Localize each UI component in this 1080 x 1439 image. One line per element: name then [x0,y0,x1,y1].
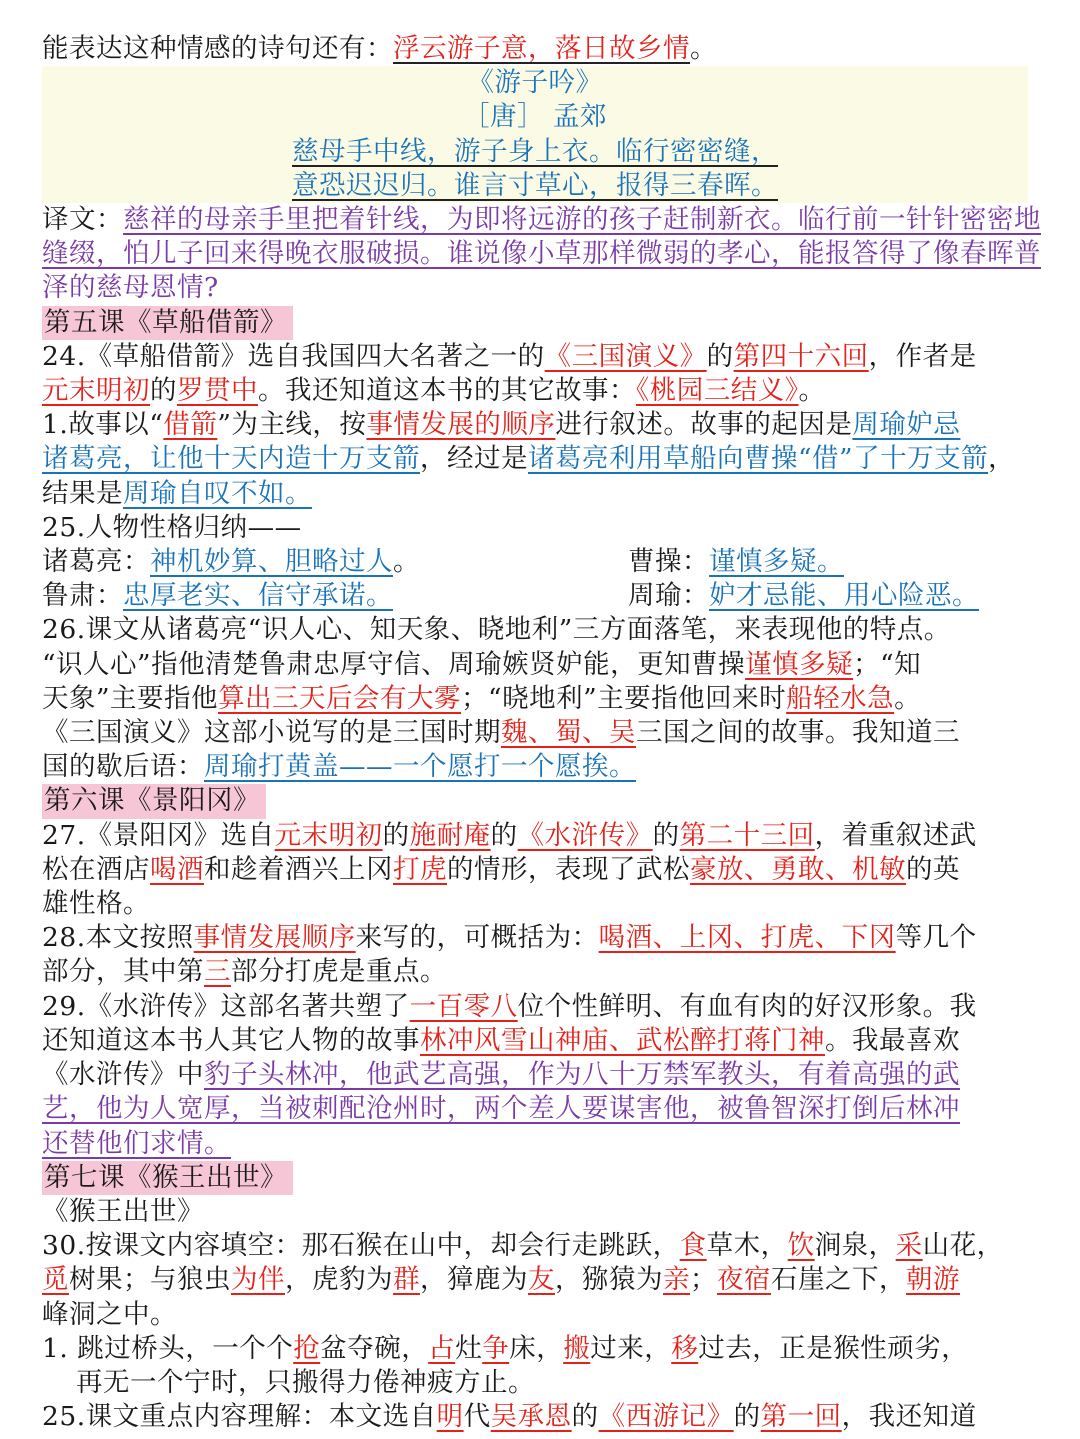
q30-line-2: 觅树果；与狼虫为伴，虎豹为群，獐鹿为友，猕猿为亲；夜宿石崖之下，朝游 [42,1264,960,1296]
text: 能表达这种情感的诗句还有： [42,33,393,64]
q25-row-1: 诸葛亮：神机妙算、胆略过人。 曹操：谨慎多疑。 [42,545,1028,579]
q25-caocao: 曹操：谨慎多疑。 [628,546,844,578]
q28-line-2: 部分，其中第三部分打虎是重点。 [42,956,447,988]
q25-title: 25.人物性格归纳—— [42,511,302,543]
translation-line-3: 泽的慈母恩情? [42,272,219,304]
lesson-5-heading: 第五课《草船借箭》 [42,306,1028,340]
q1-line-3: 结果是周瑜自叹不如。 [42,477,312,509]
q26-line-5: 国的歇后语：周瑜打黄盖——一个愿打一个愿挨。 [42,751,636,783]
poem-line-2: 意恐迟迟归。谁言寸草心，报得三春晖。 [292,169,778,201]
q29-line-2: 还知道这本书人其它人物的故事林冲风雪山神庙、武松醉打蒋门神。我最喜欢 [42,1024,960,1056]
q29-line-5: 还替他们求情。 [42,1127,231,1159]
q29-line-4: 艺，他为人宽厚，当被刺配沧州时，两个差人要谋害他，被鲁智深打倒后林冲 [42,1093,960,1125]
q26-line-2: “识人心”指他清楚鲁肃忠厚守信、周瑜嫉贤妒能，更知曹操谨慎多疑；“知 [42,648,922,680]
q26-line-4: 《三国演义》这部小说写的是三国时期魏、蜀、吴三国之间的故事。我知道三 [42,717,960,749]
q25b-line-1: 25.课文重点内容理解：本文选自明代吴承恩的《西游记》的第一回，我还知道 [42,1401,977,1433]
jump-line-2: 再无一个宁时，只搬得力倦神疲方止。 [76,1366,535,1398]
lesson-7-subtitle: 《猴王出世》 [42,1195,204,1227]
answer: 浮云游子意，落日故乡情 [393,33,690,64]
q24-line-1: 24.《草船借箭》选自我国四大名著之一的《三国演义》的第四十六回，作者是 [42,340,977,372]
q30-line-1: 30.按课文内容填空：那石猴在山中，却会行走跳跃，食草木，饮涧泉，采山花， [42,1230,1004,1262]
q27-line-3: 雄性格。 [42,888,150,920]
q30-line-3: 峰洞之中。 [42,1298,177,1330]
poem-block [42,66,1028,203]
q27-line-2: 松在酒店喝酒和趁着酒兴上冈打虎的情形，表现了武松豪放、勇敢、机敏的英 [42,853,960,885]
q25-zhouyu: 周瑜：妒才忌能、用心险恶。 [628,580,979,612]
q25-row-2: 鲁肃：忠厚老实、信守承诺。 周瑜：妒才忌能、用心险恶。 [42,579,1028,613]
q1-line-1: 1.故事以“借箭”为主线，按事情发展的顺序进行叙述。故事的起因是周瑜妒忌 [42,409,961,441]
q28-line-1: 28.本文按照事情发展顺序来写的，可概括为：喝酒、上冈、打虎、下冈等几个 [42,922,977,954]
lesson-7-heading: 第七课《猴王出世》 [42,1161,1028,1195]
poem-line-1: 慈母手中线，游子身上衣。临行密密缝， [292,135,778,167]
q29-line-1: 29.《水浒传》这部名著共塑了一百零八位个性鲜明、有血有肉的好汉形象。我 [42,990,977,1022]
text: 。 [690,33,717,64]
q24-line-2: 元末明初的罗贯中。我还知道这本书的其它故事：《桃园三结义》。 [42,375,826,407]
poem-author: ［唐］ 孟郊 [463,101,607,133]
emotion-line [42,32,1028,66]
poem-title: 《游子吟》 [467,67,603,99]
q26-line-3: 天象”主要指他算出三天后会有大雾；“晓地利”主要指他回来时船轻水急。 [42,682,922,714]
lesson-6-heading: 第六课《景阳冈》 [42,784,1028,818]
q27-line-1: 27.《景阳冈》选自元末明初的施耐庵的《水浒传》的第二十三回，着重叙述武 [42,819,977,851]
translation-line-2: 缝缀，怕儿子回来得晚衣服破损。谁说像小草那样微弱的孝心，能报答得了像春晖普 [42,238,1041,270]
translation-line-1: 译文：慈祥的母亲手里把着针线，为即将远游的孩子赶制新衣。临行前一针针密密地 [42,204,1041,236]
q1-line-2: 诸葛亮，让他十天内造十万支箭，经过是诸葛亮利用草船向曹操“借”了十万支箭， [42,443,1016,475]
q29-line-3: 《水浒传》中豹子头林冲，他武艺高强，作为八十万禁军教头，有着高强的武 [42,1059,960,1091]
jump-line-1: 1. 跳过桥头，一个个抢盆夺碗，占灶争床，搬过来，移过去，正是猴性顽劣， [42,1332,969,1364]
q26-line-1: 26.课文从诸葛亮“识人心、知天象、晓地利”三方面落笔，来表现他的特点。 [42,614,951,646]
